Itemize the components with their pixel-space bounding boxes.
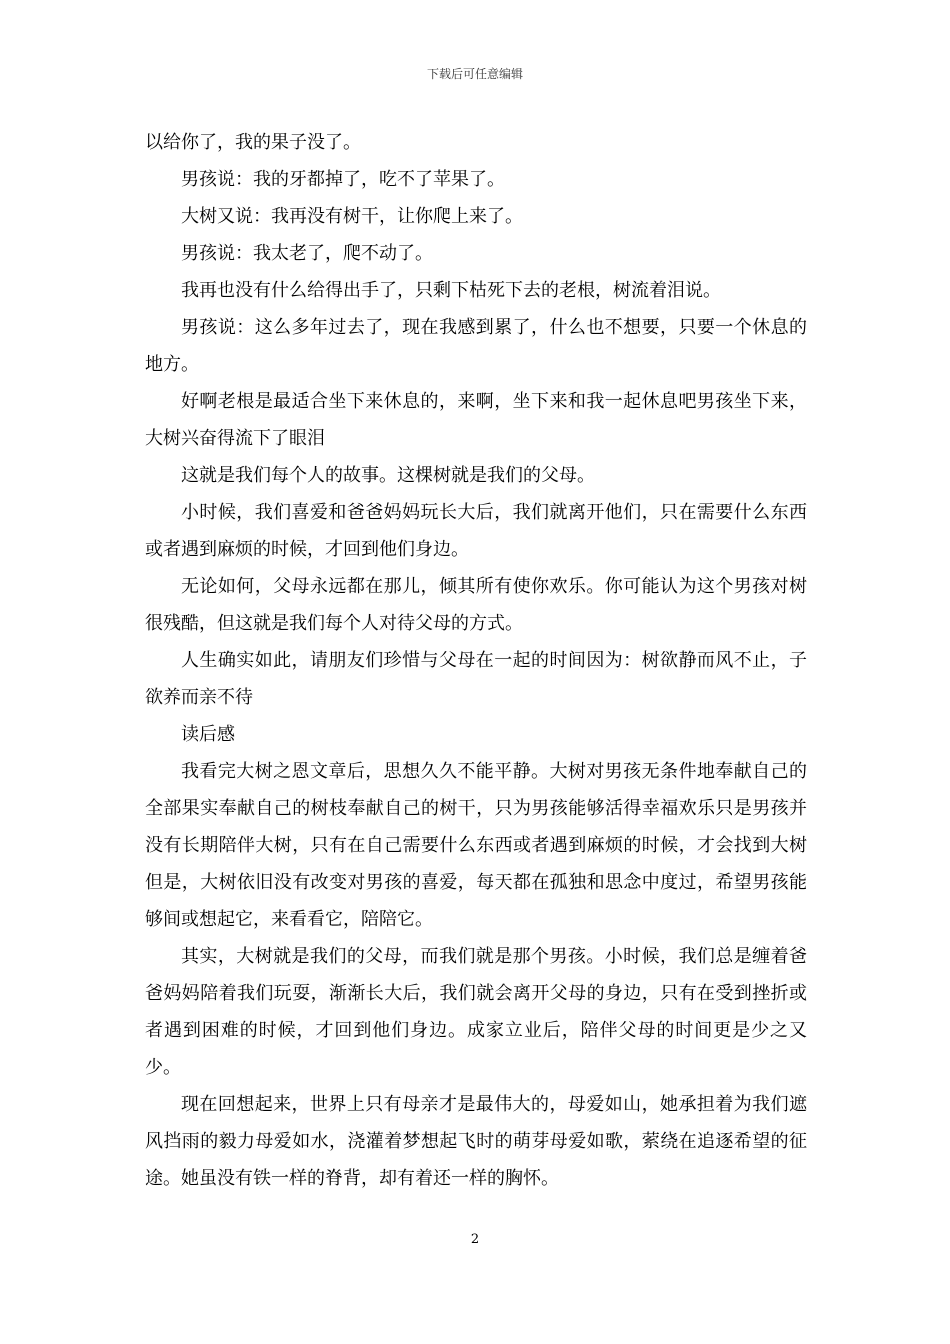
paragraph: 现在回想起来，世界上只有母亲才是最伟大的，母爱如山，她承担着为我们遮风挡雨的毅力母爱如水，浇灌着梦想起飞时的萌芽母爱如歌，萦绕在追逐希望的征途。她虽没有铁一样的脊背，却有着还一样的胸怀。 (145, 1094, 807, 1189)
paragraph: 男孩说：这么多年过去了，现在我感到累了，什么也不想要，只要一个休息的地方。 (145, 317, 807, 375)
paragraph: 人生确实如此，请朋友们珍惜与父母在一起的时间因为：树欲静而风不止，子欲养而亲不待 (145, 650, 807, 708)
paragraph: 好啊老根是最适合坐下来休息的，来啊，坐下来和我一起休息吧男孩坐下来，大树兴奋得流下了眼泪 (145, 391, 807, 449)
paragraph-continued: 以给你了，我的果子没了。 (145, 132, 361, 153)
page-header: 下载后可任意编辑 (426, 67, 523, 81)
paragraph: 我再也没有什么给得出手了，只剩下枯死下去的老根，树流着泪说。 (181, 280, 721, 301)
paragraph: 大树又说：我再没有树干，让你爬上来了。 (181, 206, 523, 227)
paragraph: 男孩说：我的牙都掉了，吃不了苹果了。 (181, 169, 505, 190)
page-number: 2 (470, 1232, 480, 1247)
paragraph: 我看完大树之恩文章后，思想久久不能平静。大树对男孩无条件地奉献自己的全部果实奉献自己的树枝奉献自己的树干，只为男孩能够活得幸福欢乐只是男孩并没有长期陪伴大树，只有在自己需要什么东西或者遇到麻烦的时候，才会找到大树但是，大树依旧没有改变对男孩的喜爱，每天都在孤独和思念中度过，希望男孩能够间或想起它，来看看它，陪陪它。 (145, 761, 807, 930)
paragraph: 其实，大树就是我们的父母，而我们就是那个男孩。小时候，我们总是缠着爸爸妈妈陪着我们玩耍，渐渐长大后，我们就会离开父母的身边，只有在受到挫折或者遇到困难的时候，才回到他们身边。成家立业后，陪伴父母的时间更是少之又少。 (145, 946, 807, 1078)
paragraph: 小时候，我们喜爱和爸爸妈妈玩长大后，我们就离开他们，只在需要什么东西或者遇到麻烦的时候，才回到他们身边。 (145, 502, 807, 560)
section-heading: 读后感 (181, 724, 235, 745)
paragraph: 男孩说：我太老了，爬不动了。 (181, 243, 433, 264)
paragraph: 这就是我们每个人的故事。这棵树就是我们的父母。 (181, 465, 595, 486)
paragraph: 无论如何，父母永远都在那儿，倾其所有使你欢乐。你可能认为这个男孩对树很残酷，但这就是我们每个人对待父母的方式。 (145, 576, 807, 634)
document-body (145, 124, 807, 1197)
